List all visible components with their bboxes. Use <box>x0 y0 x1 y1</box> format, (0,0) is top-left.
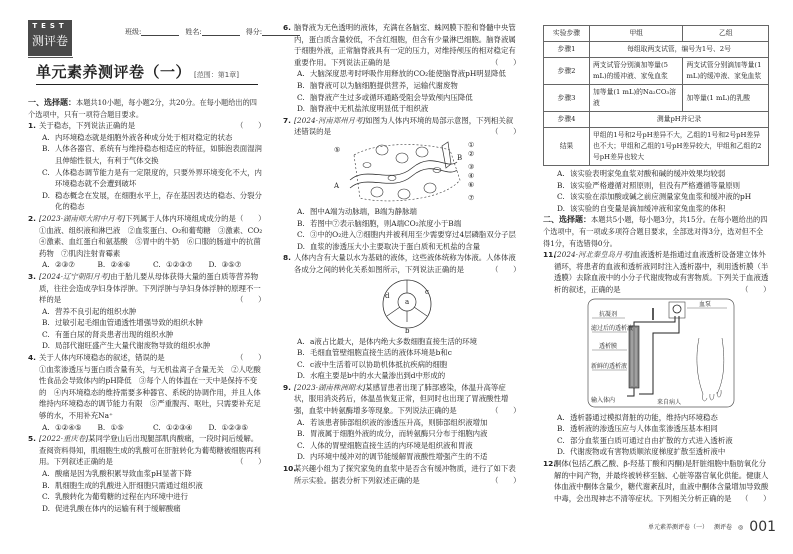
label-6: ⑥ <box>467 180 474 189</box>
footer-title: 单元素养测评卷（一） <box>648 524 709 531</box>
option-text: 代谢废物或有害物质顺浓度梯度扩散至透析液中 <box>570 447 726 457</box>
question-stem <box>39 271 264 306</box>
question-5 <box>28 433 264 514</box>
option-d[interactable] <box>557 203 769 215</box>
option-letter: C. <box>42 167 50 177</box>
option-c[interactable] <box>42 329 264 341</box>
option-letter: B. <box>42 480 50 490</box>
question-stem <box>39 213 264 225</box>
option-letter: D. <box>297 104 306 114</box>
cell: 加等量(1 mL)的Na₂CO₃溶液 <box>590 85 683 112</box>
option-text: 透析液的渗透压应与人体血浆渗透压基本相同 <box>570 424 718 434</box>
option-text: c液中生活着可以协助机体抵抗疾病的细胞 <box>310 359 448 369</box>
option-letter: C. <box>297 440 305 450</box>
class-label: 班级: <box>125 28 142 36</box>
option-letter: B. <box>42 144 50 154</box>
stem-text: 关于人体内环境稳态的叙述，错误的是 <box>39 353 165 363</box>
option-c[interactable] <box>557 191 769 203</box>
question-1 <box>28 120 264 213</box>
figure <box>554 298 769 410</box>
option-letter: C. <box>153 422 161 432</box>
name-label: 姓名: <box>185 28 202 36</box>
option-text: ②④⑥ <box>110 260 131 270</box>
question-list <box>543 249 769 504</box>
answer-bracket[interactable]: （ ） <box>741 493 771 503</box>
option-b[interactable] <box>98 422 154 434</box>
option-text: 该实验表明家兔血浆对酸和碱的缓冲效果均较弱 <box>570 169 726 178</box>
option-letter: D. <box>297 371 306 381</box>
option-letter: C. <box>153 260 161 270</box>
answer-bracket[interactable]: （ ） <box>236 457 266 467</box>
option-b[interactable] <box>297 80 519 92</box>
label-2: ② <box>467 149 474 158</box>
question-stem <box>554 249 769 295</box>
option-letter: D. <box>557 203 566 213</box>
cell: 甲组的1号和2号pH差异不大，乙组的1号和2号pH差异也不大；甲组和乙组的1号pH差异较大，甲组和乙组的2号pH差异也较大 <box>590 128 769 166</box>
answer-bracket[interactable]: （ ） <box>236 121 266 131</box>
student-info <box>125 27 300 39</box>
label-from-patient: 来自病人 <box>656 398 681 406</box>
label-7: ⑦ <box>467 193 474 202</box>
label-used-dialysate: 滤过后的透析液 <box>590 324 633 332</box>
cell: 每组取两支试管，编号为1号、2号 <box>590 42 769 58</box>
label-5: ⑤ <box>333 145 340 154</box>
label-anticoagulant: 抗凝剂 <box>598 310 617 318</box>
option-a[interactable] <box>42 468 264 480</box>
th: 实验步骤 <box>544 26 590 42</box>
logo-bottom: 测评卷 <box>31 34 68 48</box>
option-text: 内环境稳态就是细胞外液各种成分处于相对稳定的状态 <box>55 132 233 142</box>
option-c[interactable] <box>297 92 519 104</box>
label-d: d <box>384 291 389 300</box>
option-d[interactable] <box>297 241 519 253</box>
tissue-diagram <box>332 140 482 204</box>
options-row <box>42 259 264 271</box>
table-row <box>544 128 769 166</box>
option-text: 局部代谢旺盛产生大量代谢废物导致的组织水肿 <box>55 341 211 351</box>
question-source: [2022·重庆卷] <box>39 434 89 444</box>
statement-list: ①血浆渗透压与蛋白质含量有关，与无机盐离子含量无关 ②人吃酸性食品会导致体内的pH降低 ③每个人的体温在一天中是保持不变的 ④内环境稳态的维持需要多种器官、系统的协调作用，并且人体维持内环境稳态的调节能力有限 ⑤严重腹泻、呕吐，只需要补充足够的水，不用补充Na⁺ <box>39 364 261 421</box>
option-letter: C. <box>557 192 565 202</box>
question-list <box>28 120 270 514</box>
option-d[interactable] <box>42 340 264 352</box>
option-c[interactable] <box>42 491 264 503</box>
option-letter: C. <box>42 329 50 339</box>
footer-circle-icon: ◎ <box>738 524 744 531</box>
cell: 结果 <box>544 128 590 166</box>
option-text: 若该患者肺部组织液的渗透压升高，则肺部组织液增加 <box>310 417 488 427</box>
page-number: 001 <box>749 519 777 535</box>
class-blank[interactable] <box>141 27 179 36</box>
option-b[interactable] <box>42 317 264 329</box>
table-row <box>544 58 769 85</box>
option-c[interactable] <box>297 440 519 452</box>
option-text: 大脑深度思考时呼吸作用释放的CO₂能使脑脊液pH明显降低 <box>310 69 506 79</box>
option-text: ①②③⑤ <box>221 422 249 432</box>
option-a[interactable] <box>557 412 769 424</box>
option-text: ②③⑦ <box>55 260 75 270</box>
option-letter: A. <box>297 69 305 79</box>
name-field[interactable] <box>185 27 239 39</box>
stem-text: 下列属于人体内环境组成成分的是 <box>125 213 236 223</box>
title-range: [范围：第1章] <box>194 71 239 79</box>
question-stem <box>294 252 519 275</box>
question-source: [2024·河南郑州月考] <box>294 115 366 125</box>
question-number: 5. <box>28 434 36 444</box>
option-text: 过敏引起毛细血管通透性增强导致的组织水肿 <box>55 318 203 328</box>
option-text: 毛细血管壁细胞直接生活的液体环境是b和c <box>310 348 452 358</box>
option-letter: A. <box>297 336 305 346</box>
option-text: 该实验的自变量是滴加缓冲液和家兔血浆的体积 <box>570 203 726 213</box>
option-letter: A. <box>42 469 50 478</box>
option-text: ③中的O₂进入⑦细胞内并被利用至少需要穿过4层磷脂双分子层 <box>310 230 516 240</box>
answer-bracket[interactable]: （ ） <box>741 284 771 294</box>
question-11 <box>543 249 769 458</box>
label-b: b <box>404 326 409 334</box>
option-c[interactable] <box>557 435 769 447</box>
option-letter: D. <box>297 241 306 251</box>
options-row <box>42 422 264 434</box>
question-source: [2024·河北秦皇岛月考] <box>554 250 633 260</box>
option-text: ③⑤⑦ <box>221 260 242 270</box>
dialysis-diagram <box>587 298 737 410</box>
page-footer <box>648 519 777 535</box>
class-field[interactable] <box>125 27 179 39</box>
question-10 <box>543 168 769 214</box>
question-stem <box>294 22 519 68</box>
score-label: 得分: <box>245 28 263 36</box>
answer-bracket[interactable]: （ ） <box>491 127 521 137</box>
section-label: 二、选择题： <box>543 215 591 225</box>
question-number: 11. <box>543 250 557 260</box>
question-12 <box>543 458 769 504</box>
divider <box>28 57 73 58</box>
option-text: 脑脊液产生过多或循环通路受阻会导致颅内压降低 <box>310 92 473 102</box>
option-a[interactable] <box>297 336 519 348</box>
label-into-body: 输入体内 <box>590 396 615 404</box>
question-number: 12. <box>543 458 557 468</box>
cell: 两支试管分别滴加等量(1 mL)的缓冲液、家兔血浆 <box>683 58 769 85</box>
stem-text: 脑脊液为无色透明的液体，充满在各脑室、蛛网膜下腔和脊髓中央管内，蛋白质含量较低，不含红细胞，但含有少量淋巴细胞。脑脊液属于细胞外液，正常脑脊液具有一定的压力，对维持颅压的相对稳定有重要作用。下列说法正确的是 <box>294 23 516 67</box>
question-2 <box>28 213 270 271</box>
option-text: 人体稳态调节能力是有一定限度的，只要外界环境变化不大，内环境稳态就不会遭到破坏 <box>55 167 262 189</box>
option-text: ①②③④ <box>166 422 193 432</box>
answer-bracket[interactable]: （ ） <box>236 353 266 363</box>
question-stem <box>39 120 264 132</box>
option-b[interactable] <box>42 143 264 166</box>
question-number: 9. <box>283 382 291 392</box>
option-letter: B. <box>557 424 565 434</box>
option-text: 有蛋白尿的肾炎患者出现的组织水肿 <box>55 329 174 339</box>
option-d[interactable] <box>557 446 769 458</box>
option-letter: B. <box>297 429 305 439</box>
option-a[interactable] <box>42 132 264 144</box>
option-letter: D. <box>42 503 51 513</box>
answer-bracket[interactable]: （ ） <box>236 213 266 223</box>
option-d[interactable] <box>297 370 519 382</box>
question-number: 4. <box>28 353 36 363</box>
question-stem <box>294 463 519 486</box>
option-letter: D. <box>42 341 51 351</box>
option-text: 肌细胞生成的乳酸进入肝细胞只需通过组织液 <box>55 480 203 490</box>
question-10 <box>283 463 519 486</box>
option-c[interactable] <box>153 259 209 271</box>
page-title <box>36 63 258 85</box>
option-a[interactable] <box>42 306 264 318</box>
option-b[interactable] <box>297 218 519 230</box>
table-row <box>544 85 769 112</box>
question-number: 8. <box>283 253 291 263</box>
option-text: 若图中⑦表示脑细胞，则A端CO₂浓度小于B端 <box>310 218 462 228</box>
option-letter: C. <box>297 230 305 240</box>
question-4 <box>28 352 264 433</box>
stem-text: 某兴趣小组为了探究家兔的血浆中是否含有缓冲物质，进行了如下表所示实验。据表分析下列叙述正确的是 <box>294 464 516 485</box>
question-stem <box>294 382 519 417</box>
table-row <box>544 42 769 58</box>
question-number: 6. <box>283 23 291 32</box>
option-c[interactable] <box>153 422 209 434</box>
label-c: c <box>424 287 429 296</box>
section-desc: 本题共10小题，每小题2分，共20分。在每小题给出的四个选项中，只有一项符合题目要求。 <box>28 98 257 119</box>
section-label: 一、选择题： <box>28 98 76 107</box>
label-a: A <box>333 181 339 190</box>
question-8 <box>283 252 519 382</box>
question-number: 1. <box>28 121 36 131</box>
label-4: ④ <box>467 171 474 180</box>
column-right <box>543 168 769 504</box>
option-c[interactable] <box>297 229 519 241</box>
section-desc: 本题共5小题，每小题3分，共15分。在每小题给出的四个选项中，有一项或多项符合题目要求，全部选对得3分，选对但不全得1分，有选错得0分。 <box>543 215 768 248</box>
option-text: 水疱主要是b中的水大量渗出到d中形成的 <box>310 371 446 381</box>
option-text: ①⑤ <box>110 422 124 432</box>
option-letter: A. <box>42 422 50 432</box>
option-b[interactable] <box>98 259 154 271</box>
option-letter: C. <box>297 359 305 369</box>
option-d[interactable] <box>297 451 519 463</box>
question-number: 7. <box>283 115 291 125</box>
option-c[interactable] <box>42 167 264 190</box>
option-letter: D. <box>42 190 51 200</box>
option-letter: A. <box>42 132 50 142</box>
option-d[interactable] <box>209 422 265 434</box>
option-letter: D. <box>208 260 217 270</box>
option-c[interactable] <box>297 359 519 371</box>
option-text: 内环境中缓冲对的调节能缓解胃液酸性增强产生的不适 <box>310 452 488 462</box>
stem-text: 酮体(包括乙酰乙酸、β-羟基丁酸和丙酮)是肝脏细胞中脂肪氧化分解的中间产物，并最终被转移至脑、心脏等器官氧化供能。健康人体血液中酮体含量少，糖代谢紊乱时，血液中酮体含量增加导致酸中毒，会出现神志不清等症状。下列相关分析正确的是 <box>554 458 769 503</box>
option-letter: D. <box>208 422 217 432</box>
option-letter: C. <box>297 92 305 102</box>
option-letter: A. <box>557 169 565 178</box>
option-a[interactable] <box>42 259 98 271</box>
stem-text: 如图为人体内环境的局部示意图，下列相关叙述错误的是 <box>294 115 514 137</box>
column-left <box>28 97 270 514</box>
option-letter: C. <box>42 492 50 502</box>
answer-bracket[interactable]: （ ） <box>491 57 521 67</box>
statement-list: ①血液、组织液和淋巴液 ②血浆蛋白、O₂和葡萄糖 ③激素、CO₂ ④激素、血红蛋白和氨基酸 ⑤胃中的牛奶 ⑥口服的肠道中的抗菌药物 ⑦肌肉注射青霉素 <box>39 225 270 258</box>
label-a: a <box>404 297 409 306</box>
option-letter: B. <box>97 260 106 270</box>
option-text: 酸痛是因为乳酸积累导致血浆pH显著下降 <box>55 469 192 478</box>
option-text: 该实验在添加酸或碱之前应测量家兔血浆和缓冲液的pH <box>570 192 752 202</box>
option-text: 人体各器官、系统有与维持稳态相适应的特征，如肺泡表面湿润且伸缩性很大，有利于气体交换 <box>55 144 262 165</box>
option-letter: C. <box>557 435 565 445</box>
label-1: ① <box>467 140 474 149</box>
question-3 <box>28 271 264 352</box>
option-text: 图中A端为动脉端，B端为静脉端 <box>310 206 417 216</box>
answer-bracket[interactable]: （ ） <box>236 295 266 305</box>
stem-text: 人体内含有大量以水为基础的液体，这些液体统称为体液。人体体液各成分之间的转化关系如图所示，下列说法正确的是 <box>294 253 516 274</box>
option-letter: A. <box>297 417 305 427</box>
option-a[interactable] <box>557 168 769 180</box>
option-text: 稳态概念在发展，在细胞水平上，存在基因表达的稳态、分裂分化的稳态 <box>55 190 262 212</box>
body-fluid-diagram <box>367 278 447 334</box>
th: 甲组 <box>590 26 683 42</box>
logo-top: TEST <box>32 22 68 30</box>
question-stem <box>39 433 264 468</box>
question-number: 10. <box>283 464 297 474</box>
column-middle <box>283 22 519 486</box>
question-stem <box>294 115 519 138</box>
option-text: ①②④⑤ <box>55 422 82 432</box>
question-list <box>283 22 519 486</box>
test-logo <box>28 20 72 56</box>
answer-bracket[interactable]: （ ） <box>491 264 521 274</box>
option-text: 脑脊液可以为脑细胞提供营养，运输代谢废物 <box>310 80 458 90</box>
option-text: ①②③⑦ <box>166 260 193 270</box>
option-text: 促进乳酸在体内的运输有利于缓解酸痛 <box>55 503 181 513</box>
option-text: 营养不良引起的组织水肿 <box>55 306 137 316</box>
cell: 步骤1 <box>544 42 590 58</box>
question-stem <box>39 352 264 364</box>
option-text: 人体的胃壁细胞直接生活的内环境是组织液和胃液 <box>310 440 473 450</box>
title-main: 单元素养测评卷（一） <box>36 63 192 81</box>
stem-text: 血液透析是指通过血液透析设备建立体外循环，将患者的血液和透析液同时注入透析器中，利用透析膜（半透膜）去除血液中的小分子代谢废物或有害物质。下列关于血液透析的叙述，正确的是 <box>554 250 769 294</box>
option-text: 脑脊液中无机盐浓度明显低于组织液 <box>310 104 429 114</box>
cell: 加等量(1 mL)的乳酸 <box>683 85 769 112</box>
option-a[interactable] <box>42 422 98 434</box>
option-b[interactable] <box>297 347 519 359</box>
option-a[interactable] <box>297 417 519 429</box>
option-b[interactable] <box>297 428 519 440</box>
option-a[interactable] <box>297 68 519 80</box>
option-text: 透析器通过模拟肾脏的功能，维持内环境稳态 <box>570 412 718 422</box>
question-source: [2023·湖南株洲期末] <box>294 382 366 392</box>
option-d[interactable] <box>297 103 519 115</box>
label-3: ③ <box>467 162 474 171</box>
option-letter: A. <box>42 260 50 270</box>
experiment-table <box>543 25 769 166</box>
option-b[interactable] <box>42 480 264 492</box>
cell: 步骤4 <box>544 112 590 128</box>
label-b: B <box>456 153 462 162</box>
label-blood-pump: 血泵 <box>698 300 711 308</box>
cell: 步骤2 <box>544 58 590 85</box>
option-letter: B. <box>297 218 305 228</box>
option-letter: B. <box>297 80 305 90</box>
option-b[interactable] <box>557 180 769 192</box>
question-stem <box>554 458 769 504</box>
figure <box>294 278 519 334</box>
option-text: 部分血浆蛋白质可通过自由扩散的方式进入透析液 <box>570 435 733 445</box>
option-text: a液占比最大，是体内绝大多数细胞直接生活的环境 <box>310 336 478 346</box>
stem-text: 某感冒患者出现了肺部感染，体温升高等症状，服用消炎药后，体温虽恢复正常，但同时也出现了胃液酸性增强，血浆中转氨酶增多等现象。下列说法正确的是 <box>294 382 509 416</box>
option-letter: A. <box>297 206 305 216</box>
option-letter: A. <box>557 412 565 422</box>
option-letter: B. <box>97 422 106 432</box>
answer-bracket[interactable]: （ ） <box>491 475 521 485</box>
option-letter: B. <box>297 348 305 358</box>
question-source: [2023·湖南师大附中月考] <box>39 213 126 223</box>
name-blank[interactable] <box>202 27 240 36</box>
option-text: 胃液属于细胞外液的成分，而转氨酶只分布于细胞内液 <box>310 429 488 439</box>
option-letter: B. <box>42 318 50 328</box>
section-1-header <box>28 97 264 120</box>
stem-text: 由于胎儿要从母体获得大量的蛋白质等营养物质，往往会造成孕妇身体浮肿。下列浮肿与孕妇身体浮肿的原理不一样的是 <box>39 271 261 305</box>
figure <box>294 140 519 204</box>
option-d[interactable] <box>209 259 265 271</box>
option-letter: B. <box>557 180 565 190</box>
option-text: 该实验严格遵循对照原则，但没有严格遵循等量原则 <box>570 180 740 190</box>
question-list <box>543 168 769 214</box>
cell: 测量pH并记录 <box>590 112 769 128</box>
table-header <box>544 26 769 42</box>
stem-text: 关于稳态，下列说法正确的是 <box>39 121 136 131</box>
question-number: 3. <box>28 271 36 281</box>
option-text: 血浆的渗透压大小主要取决于蛋白质和无机盐的含量 <box>310 241 480 251</box>
option-b[interactable] <box>557 423 769 435</box>
stem-text: 某同学登山后出现腿部肌肉酸痛，一段时间后缓解。查阅资料得知，肌细胞生成的乳酸可在肝脏转化为葡萄糖被细胞再利用。下列叙述正确的是 <box>39 434 261 467</box>
section-2-header <box>543 214 769 249</box>
option-a[interactable] <box>297 206 519 218</box>
question-9 <box>283 382 519 463</box>
question-7 <box>283 115 519 253</box>
th: 乙组 <box>683 26 769 42</box>
cell: 步骤3 <box>544 85 590 112</box>
cell: 两支试管分别滴加等量(5 mL)的缓冲液、家兔血浆 <box>590 58 683 85</box>
table-row <box>544 112 769 128</box>
question-number: 2. <box>28 213 36 223</box>
footer-type: 测评卷 <box>714 524 733 531</box>
option-text: 乳酸转化为葡萄糖的过程在内环境中进行 <box>55 492 189 502</box>
option-letter: D. <box>557 447 566 457</box>
option-letter: D. <box>297 452 306 462</box>
answer-bracket[interactable]: （ ） <box>491 406 521 416</box>
option-d[interactable] <box>42 503 264 515</box>
option-letter: A. <box>42 306 50 316</box>
label-fresh-dialysate: 新鲜的透析液 <box>590 362 627 370</box>
label-membrane: 透析膜 <box>598 342 617 350</box>
question-source: [2024·辽宁朝阳月考] <box>39 271 111 281</box>
option-d[interactable] <box>42 190 264 213</box>
question-6 <box>283 22 519 115</box>
